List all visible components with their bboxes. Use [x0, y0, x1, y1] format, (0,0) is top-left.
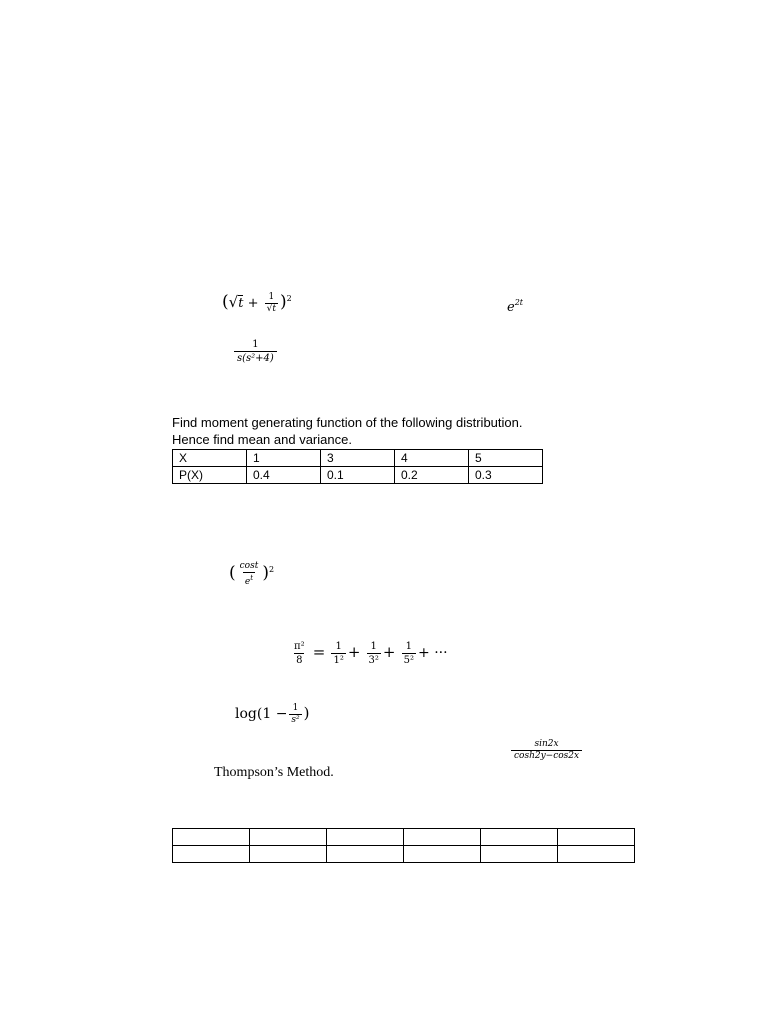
table-cell [481, 829, 558, 846]
table-cell [404, 829, 481, 846]
table-cell [327, 846, 404, 863]
table-cell: 4 [395, 450, 469, 467]
table-cell [250, 829, 327, 846]
expression-cost-over-et-squared: ( $\frac{\cos t}{e^t}$ )$^2$ [229, 561, 275, 587]
expression-sin2x-over-cosh2y-cos2x: $\frac{\sin 2x}{\cosh 2y-\cos 2x}$ [509, 739, 584, 762]
table-cell: 3 [321, 450, 395, 467]
table-cell [327, 829, 404, 846]
table-cell [250, 846, 327, 863]
question-text [172, 414, 522, 448]
table-row [173, 450, 543, 467]
empty-table [172, 828, 635, 863]
thompson-method-text: Thompson’s Method. [214, 765, 334, 780]
question-line-2: Hence find mean and variance. [172, 432, 352, 447]
table-row [173, 846, 635, 863]
table-cell: 0.3 [469, 467, 543, 484]
table-cell [558, 846, 635, 863]
table-cell [558, 829, 635, 846]
table-cell: P(X) [173, 467, 247, 484]
expression-log-1-minus-1-over-s2: log(1 − $\frac{1}{\text{s²}}$ ) [235, 703, 310, 725]
table-cell: X [173, 450, 247, 467]
table-cell [173, 829, 250, 846]
expression-pi-squared-series: $\frac{\text{π²}}{8}$ = $\frac{1}{\text{1²}}$ + $\frac{1}{\text{3²}}$ + $\frac{1}{\text{5²}}$ + ··· [294, 641, 448, 666]
table-cell [404, 846, 481, 863]
table-cell: 0.4 [247, 467, 321, 484]
table-cell [173, 846, 250, 863]
distribution-table [172, 449, 543, 484]
question-line-1: Find moment generating function of the following distribution. [172, 415, 523, 430]
table-row [173, 467, 543, 484]
table-cell: 0.1 [321, 467, 395, 484]
table-cell: 5 [469, 450, 543, 467]
table-cell: 0.2 [395, 467, 469, 484]
expression-e-2t: $e^{2t}$ [507, 298, 524, 315]
expression-1-over-s-s2-4: $\frac{1}{\text{s(s²+4)}}$ [232, 338, 279, 365]
table-row [173, 829, 635, 846]
table-cell: 1 [247, 450, 321, 467]
table-cell [481, 846, 558, 863]
expression-sqrt-t-squared: (√t + $\frac{1}{√t}$ )$^2$ [222, 292, 292, 314]
